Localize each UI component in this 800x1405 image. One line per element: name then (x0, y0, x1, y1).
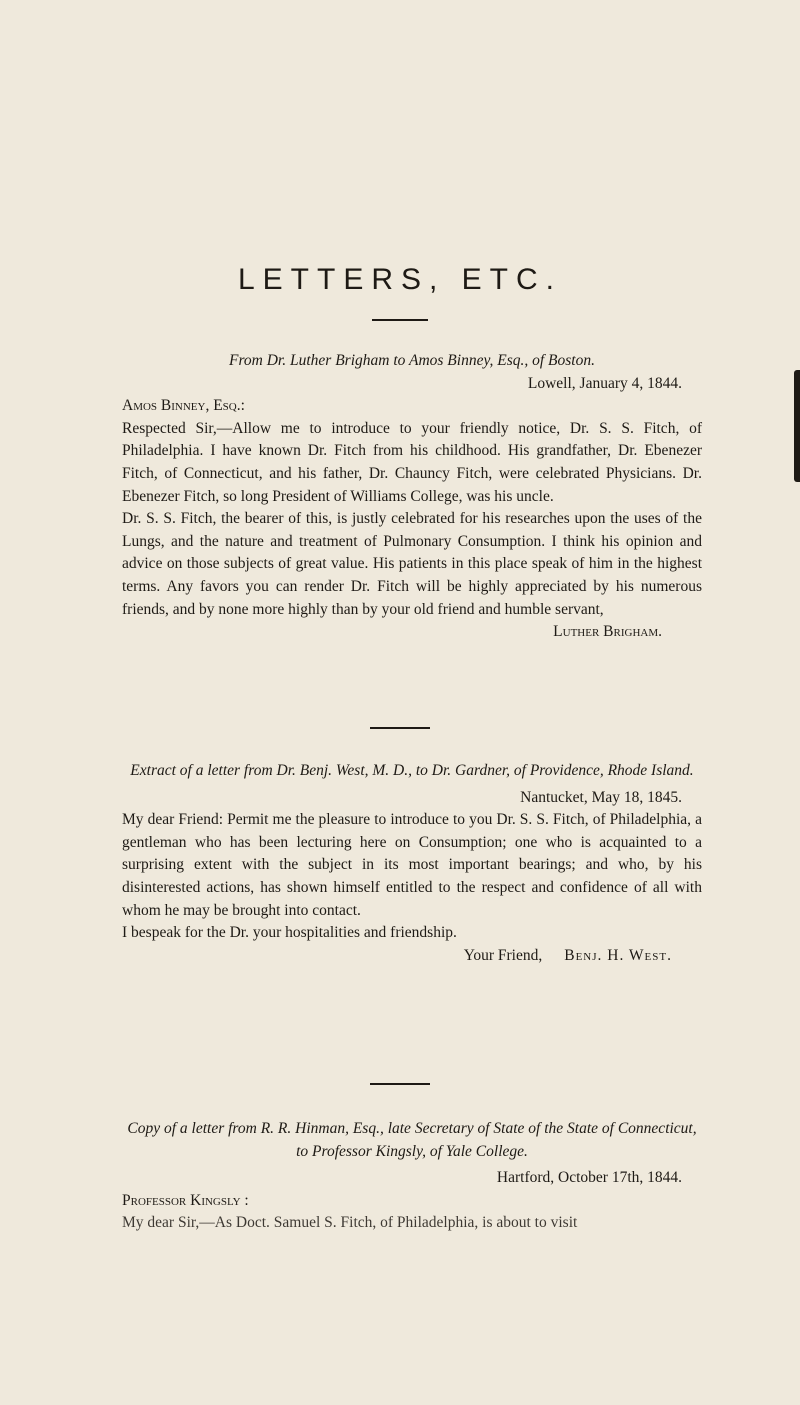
letter-signature: Benj. H. West. (564, 946, 672, 964)
letter-dateline: Hartford, October 17th, 1844. (496, 1169, 682, 1187)
letter-paragraph: My dear Friend: Permit me the pleasure to introduce to you Dr. S. S. Fitch, of Philadelphia, a gentleman who has been lecturing here on Consumption; one who is acquainted to a surprising extent with the subject in its most important bearings; and who, by his disinterested actions, has shown himself entitled to the respect and confidence of all with whom he may be brought into contact. (122, 811, 702, 919)
letter-salutation: Professor Kingsly : (122, 1191, 249, 1209)
letter-paragraph: My dear Sir,—As Doct. Samuel S. Fitch, of Philadelphia, is about to visit (122, 1214, 578, 1232)
letter-hinman (122, 1118, 702, 1235)
letter-paragraph: Respected Sir,—Allow me to introduce to your friendly notice, Dr. S. S. Fitch, of Philadelphia. I have known Dr. Fitch from his childhood. His grandfather, Dr. Ebenezer Fitch, of Connecticut, and his father, Dr. Chauncy Fitch, were celebrated Physicians. Dr. Ebenezer Fitch, so long President of Williams College, was his uncle. (122, 419, 702, 505)
page-title: LETTERS, ETC. (237, 263, 563, 296)
letter-brigham (122, 350, 702, 644)
letter-heading: Copy of a letter from R. R. Hinman, Esq., late Secretary of State of the State of Connecticut, to Professor Kingsly, of Yale College. (127, 1120, 697, 1160)
letter-dateline: Lowell, January 4, 1844. (527, 374, 682, 392)
letter-heading: From Dr. Luther Brigham to Amos Binney, Esq., of Boston. (229, 352, 595, 369)
letter-signature: Luther Brigham. (553, 623, 662, 641)
letter-paragraph: I bespeak for the Dr. your hospitalities and friendship. (122, 924, 457, 942)
page-edge-mark (794, 370, 800, 482)
letter-closing-row (122, 945, 702, 968)
letter-dateline: Nantucket, May 18, 1845. (520, 788, 682, 806)
letter-salutation: Amos Binney, Esq.: (122, 397, 245, 415)
section-divider (370, 1083, 430, 1085)
letter-paragraph: Dr. S. S. Fitch, the bearer of this, is justly celebrated for his researches upon the uses of the Lungs, and the nature and treatment of Pulmonary Consumption. I think his opinion and advice on those subjects of great value. His patients in this place speak of him in the highest terms. Any favors you can render Dr. Fitch will be highly appreciated by his numerous friends, and by none more highly than by your old friend and humble servant, (122, 510, 702, 618)
letter-closing: Your Friend, (463, 946, 543, 964)
title-divider (372, 319, 428, 321)
letter-west (122, 760, 702, 967)
section-divider (370, 727, 430, 729)
letter-heading: Extract of a letter from Dr. Benj. West, M. D., to Dr. Gardner, of Providence, Rhode Island. (130, 762, 694, 779)
